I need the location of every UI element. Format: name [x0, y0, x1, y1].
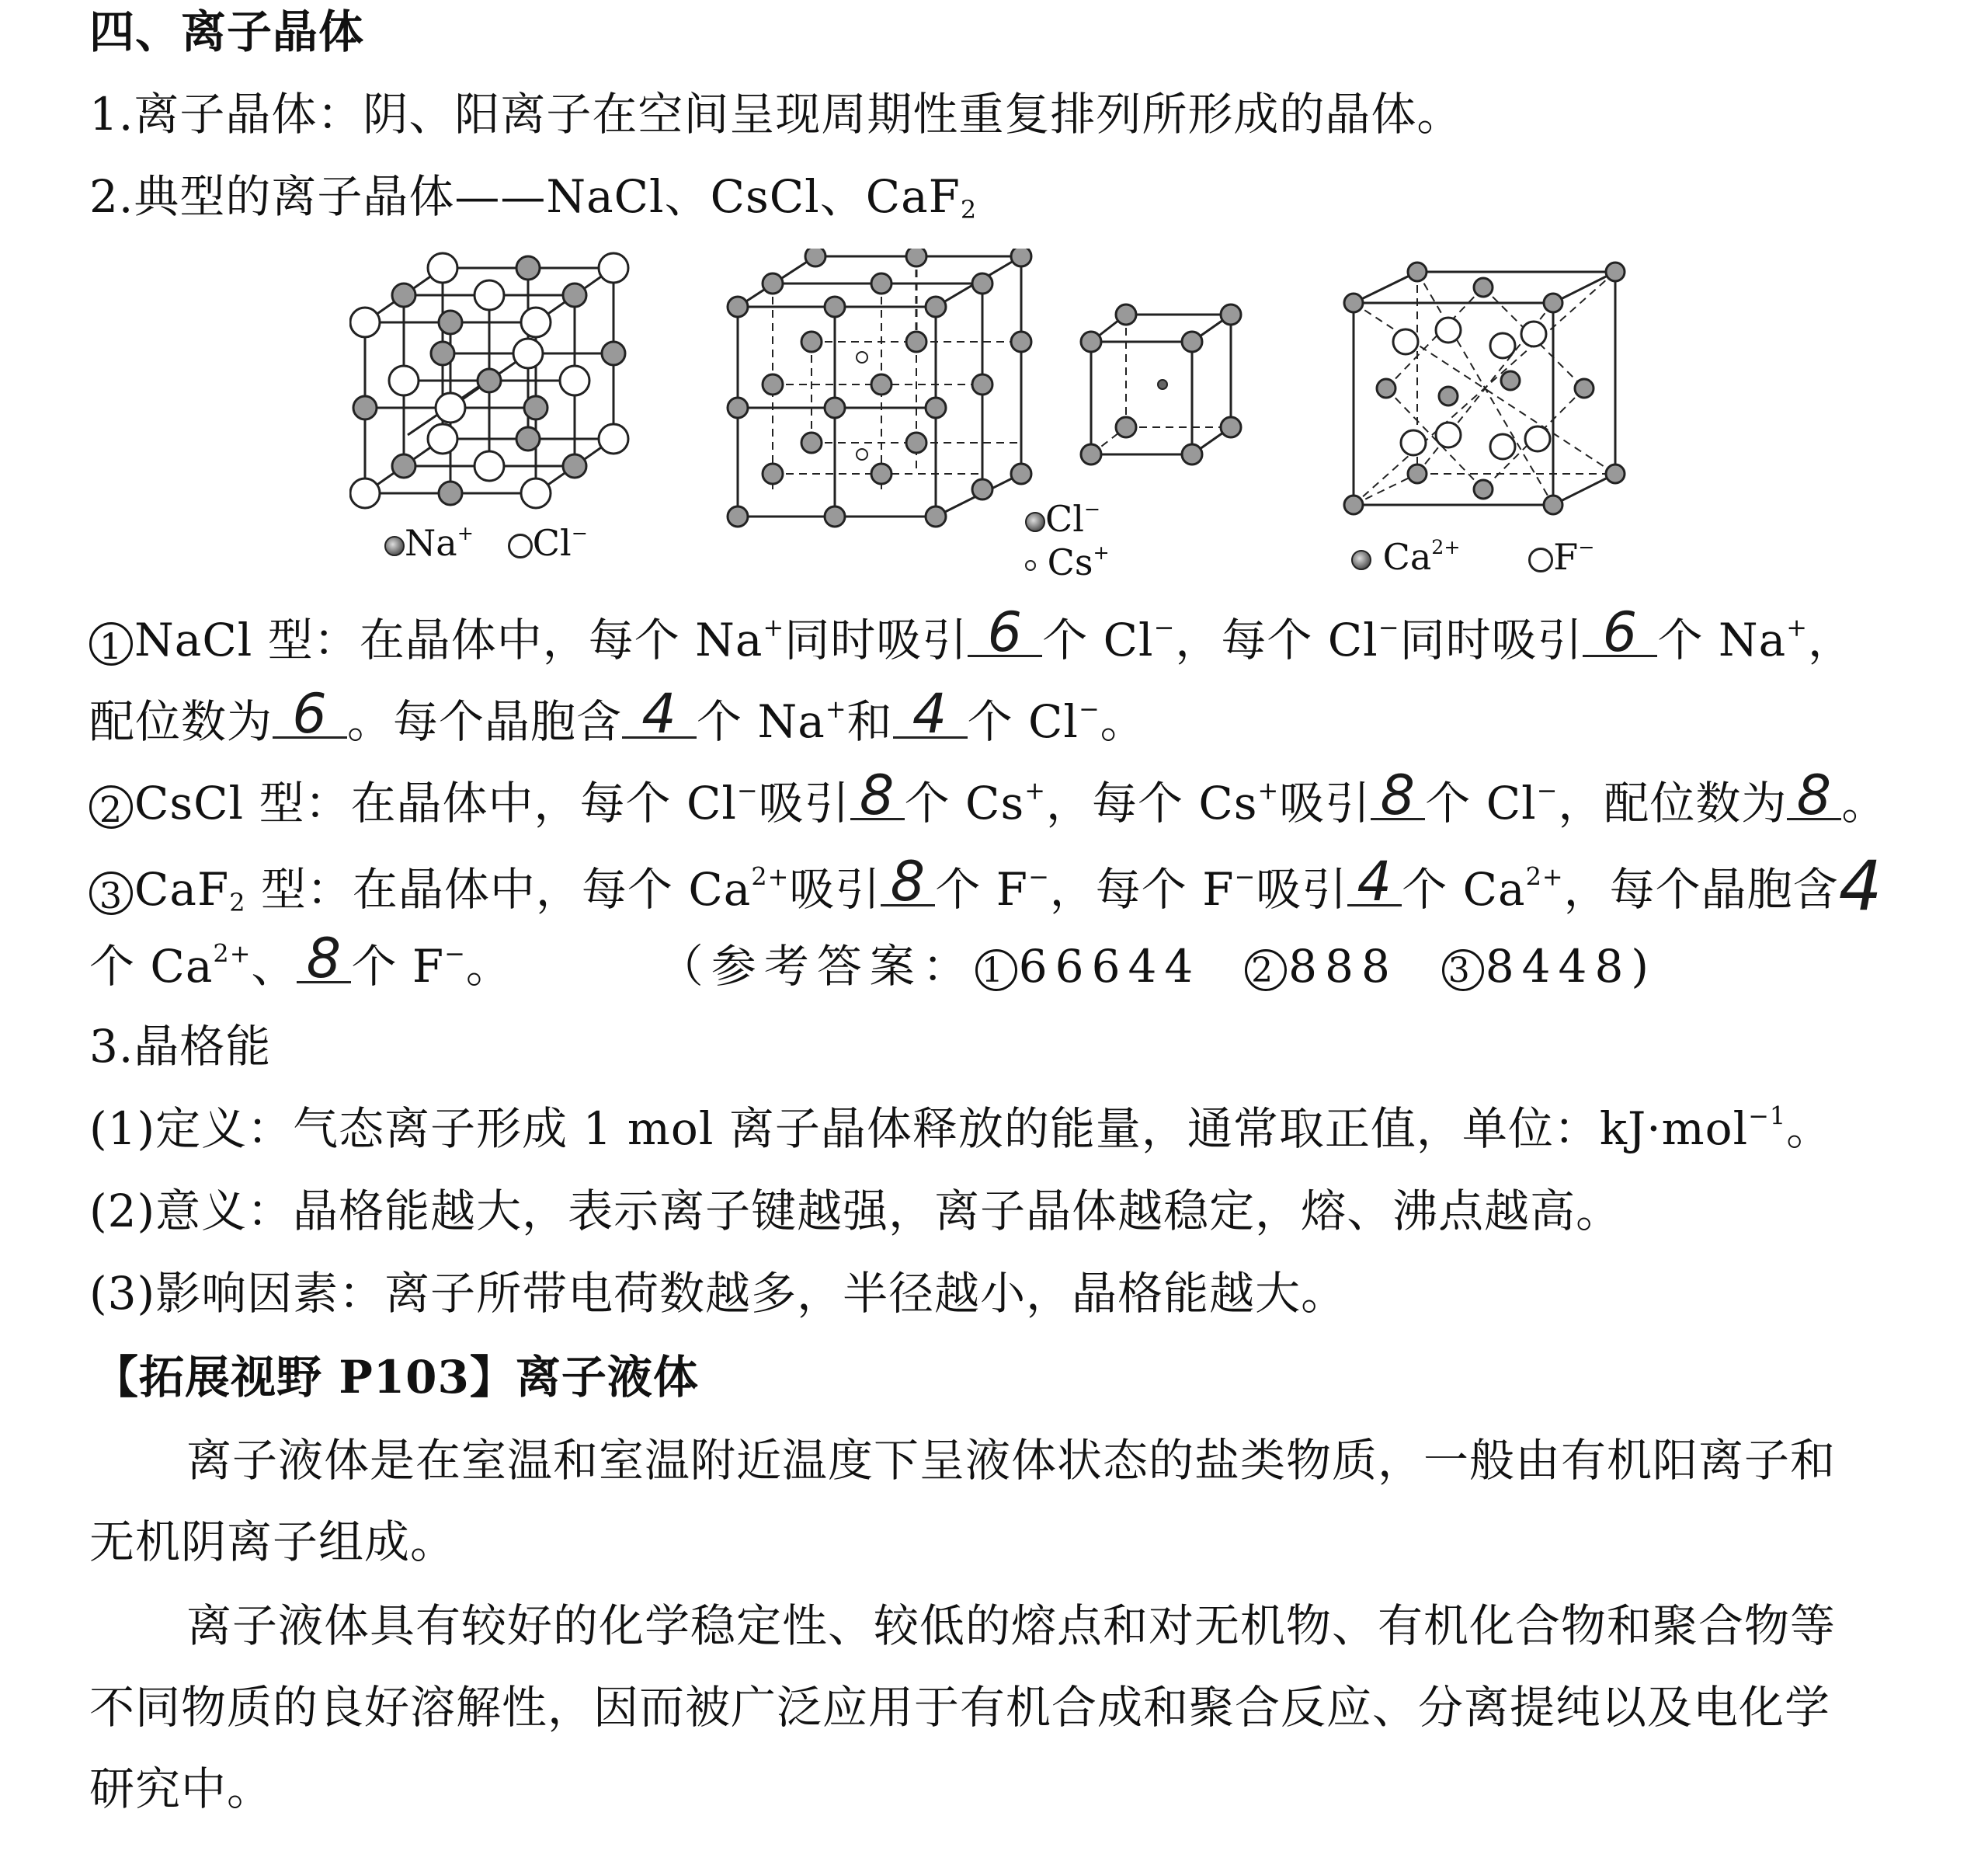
na-ion-legend-icon [384, 536, 405, 556]
legend-cs-charge: + [1093, 541, 1110, 564]
text: CaF [134, 863, 230, 916]
ca-ion-legend-icon [1351, 550, 1371, 570]
text: 、 [251, 940, 297, 993]
text: 配位数为 [89, 695, 273, 748]
f-ion-legend-icon [1528, 548, 1553, 572]
caf2-unit-cell-diagram [1340, 256, 1635, 520]
reference-answer-3: 8448 [1485, 940, 1632, 993]
cl-ion-legend-icon [1025, 512, 1045, 532]
charge: − [1078, 694, 1100, 724]
answer-blank-cl-per-cell[interactable] [893, 682, 968, 746]
formula-cscl: 、CsCl [664, 170, 820, 223]
typical-ionic-crystals [89, 169, 977, 224]
handwritten-answer: 8 [1380, 764, 1416, 827]
lattice-energy-meaning: (2)意义：晶格能越大，表示离子键越强，离子晶体越稳定，熔、沸点越高。 [89, 1185, 1622, 1237]
extension-paragraph-2-line-2: 不同物质的良好溶解性，因而被广泛应用于有机合成和聚合反应、分离提纯以及电化学 [89, 1681, 1831, 1734]
circled-number-2: 2 [89, 785, 133, 829]
caf2-type-line-2 [89, 927, 1656, 993]
answer-blank-coordination-number[interactable] [273, 682, 347, 746]
section-heading: 四、离子晶体 [89, 5, 365, 58]
cscl-type-line [89, 764, 1888, 830]
handwritten-answer: 8 [859, 764, 895, 827]
text: 个 Ca [89, 940, 214, 993]
charge: − [1234, 861, 1256, 892]
legend-f-charge: − [1578, 535, 1595, 558]
text: NaCl 型：在晶体中，每个 Na [134, 614, 763, 666]
handwritten-answer: 8 [306, 927, 342, 990]
answer-blank-ca-attracts-f[interactable] [881, 850, 935, 913]
formula-caf2: 、CaF [819, 170, 961, 223]
circled-number-1: 1 [89, 622, 133, 666]
text: ， [1807, 614, 1854, 666]
nacl-crystal-diagram [349, 245, 645, 524]
charge: − [1153, 612, 1176, 642]
text: 同时吸引 [784, 614, 968, 666]
text: 个 Cl [1425, 777, 1537, 830]
answer-blank-na-attracts-cl[interactable] [968, 600, 1042, 664]
text: 。 [1786, 1102, 1833, 1155]
charge: − [1536, 775, 1559, 805]
cl-ion-legend-icon [508, 534, 533, 558]
nacl-type-line-2 [89, 682, 1146, 749]
circled-number-3: 3 [89, 872, 133, 915]
formula-subscript: 2 [960, 194, 978, 224]
text: 。 [465, 940, 512, 993]
circled-number-1: 1 [975, 949, 1017, 991]
text: ，每个 Cs [1045, 777, 1258, 830]
typical-prefix: 2.典型的离子晶体—— [89, 170, 547, 223]
legend-cs-label: Cs [1047, 541, 1093, 583]
legend-ca-charge: 2+ [1431, 535, 1461, 558]
handwritten-answer: 4 [912, 682, 948, 746]
answer-blank-f-attracts-ca[interactable] [1347, 850, 1402, 913]
reference-close: ) [1631, 940, 1656, 993]
text: CsCl 型：在晶体中，每个 Cl [134, 777, 737, 830]
text: ，每个晶胞含 [1563, 863, 1839, 916]
charge: − [1028, 861, 1050, 892]
text: (1)定义：气态离子形成 1 mol 离子晶体释放的能量，通常取正值，单位：kJ·mol [89, 1102, 1749, 1155]
lattice-energy-title: 3.晶格能 [89, 1020, 272, 1073]
reference-answer-2: 888 [1288, 940, 1398, 993]
unit-exponent: −1 [1748, 1101, 1787, 1131]
handwritten-answer: 8 [890, 850, 926, 913]
legend-na-label: Na [405, 522, 457, 564]
text: ，每个 F [1049, 863, 1235, 916]
circled-number-2: 2 [1245, 949, 1287, 991]
text: 个 Na [697, 695, 825, 748]
extension-paragraph-1-line-2: 无机阴离子组成。 [89, 1515, 457, 1568]
caf2-type-line-1 [89, 846, 1883, 926]
lattice-energy-definition [89, 1101, 1832, 1156]
definition-ionic-crystal: 1.离子晶体：阴、阳离子在空间呈现周期性重复排列所形成的晶体。 [89, 88, 1463, 141]
text: 。 [1100, 695, 1146, 748]
nacl-type-line-1 [89, 600, 1854, 667]
text: 吸引 [789, 863, 881, 916]
answer-blank-cs-attracts-cl[interactable] [1371, 764, 1425, 827]
text: 个 Cl [967, 695, 1079, 748]
handwritten-answer: 8 [1796, 764, 1833, 827]
legend-f-label: F [1553, 536, 1579, 578]
caf2-legend [1351, 536, 1594, 578]
handwritten-answer: 6 [292, 682, 328, 746]
text: 个 Cs [904, 777, 1025, 830]
charge: + [763, 612, 785, 642]
answer-blank-na-per-cell[interactable] [622, 682, 697, 746]
text: 吸引 [1279, 777, 1371, 830]
legend-cl-charge: − [571, 521, 588, 545]
charge: − [1378, 612, 1400, 642]
charge: − [736, 775, 759, 805]
reference-open: （参考答案： [658, 940, 975, 993]
lattice-energy-factors: (3)影响因素：离子所带电荷数越多，半径越小，晶格能越大。 [89, 1267, 1347, 1320]
answer-blank-cscl-coordination[interactable] [1787, 764, 1841, 827]
text: 。每个晶胞含 [347, 695, 623, 748]
formula-nacl: NaCl [546, 170, 665, 223]
extension-paragraph-2-line-3: 研究中。 [89, 1762, 273, 1815]
handwritten-answer: 4 [641, 682, 677, 746]
extension-paragraph-2-line-1: 离子液体具有较好的化学稳定性、较低的熔点和对无机物、有机化合物和聚合物等 [186, 1599, 1837, 1652]
legend-cl-label: Cl [1045, 498, 1084, 540]
text: 个 F [935, 863, 1029, 916]
cs-ion-legend-icon [1025, 560, 1036, 571]
handwritten-answer-ca-per-cell[interactable]: 4 [1838, 846, 1883, 926]
cscl-lattice-diagram [726, 249, 1052, 536]
handwritten-answer: 6 [987, 600, 1023, 664]
legend-na-charge: + [457, 521, 474, 545]
extension-title: 【拓展视野 P103】离子液体 [93, 1351, 699, 1404]
text: 个 F [351, 940, 445, 993]
charge: + [1786, 612, 1808, 642]
answer-blank-cl-attracts-cs[interactable] [850, 764, 905, 827]
nacl-legend [384, 522, 588, 564]
charge: + [1257, 775, 1280, 805]
text: 吸引 [1256, 863, 1348, 916]
answer-blank-cl-attracts-na[interactable] [1583, 600, 1657, 664]
text: ，配位数为 [1558, 777, 1788, 830]
charge: 2+ [1525, 861, 1564, 892]
subscript: 2 [229, 887, 246, 917]
answer-blank-f-per-cell[interactable] [297, 927, 351, 990]
circled-number-3: 3 [1442, 949, 1484, 991]
text: 和 [846, 695, 893, 748]
charge: + [825, 694, 847, 724]
cscl-unit-cell-diagram [1076, 303, 1262, 474]
text: 个 Ca [1402, 863, 1526, 916]
extension-paragraph-1-line-1: 离子液体是在室温和室温附近温度下呈液体状态的盐类物质，一般由有机阳离子和 [186, 1434, 1837, 1487]
charge: 2+ [213, 938, 252, 969]
legend-cl-label: Cl [532, 522, 572, 564]
charge: + [1024, 775, 1046, 805]
legend-ca-label: Ca [1382, 536, 1432, 578]
reference-answer-1: 66644 [1018, 940, 1201, 993]
text: 个 Cl [1042, 614, 1154, 666]
text: 吸引 [758, 777, 850, 830]
text: ，每个 Cl [1175, 614, 1378, 666]
handwritten-answer: 6 [1602, 600, 1639, 664]
text: 。 [1841, 777, 1888, 830]
legend-cl-charge: − [1083, 497, 1101, 520]
charge: 2+ [751, 861, 790, 892]
charge: − [444, 938, 466, 969]
reference-answers [659, 940, 1656, 993]
text: 个 Na [1657, 614, 1787, 666]
handwritten-answer: 4 [1357, 850, 1392, 913]
text: 型：在晶体中，每个 Ca [245, 863, 752, 916]
cscl-legend [1025, 497, 1110, 584]
text: 同时吸引 [1399, 614, 1583, 666]
